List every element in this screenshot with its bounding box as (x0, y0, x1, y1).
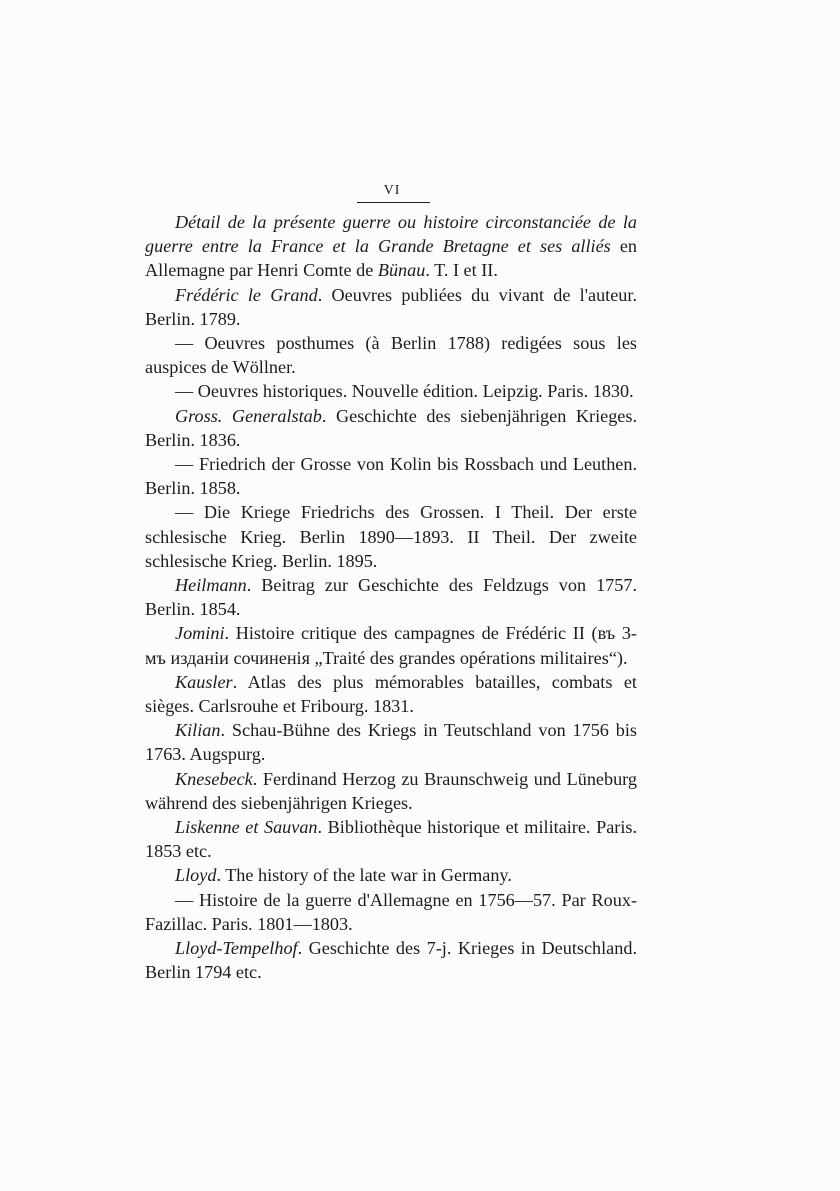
entry-author: Kilian (175, 720, 221, 741)
entry-author: Lloyd-Tempelhof (175, 938, 298, 959)
bibliography-entry (145, 815, 637, 863)
bibliography-entry (145, 331, 637, 379)
entry-author-2: Bünau (377, 260, 426, 281)
entry-text: . Ferdinand Herzog zu Braunschweig und Lüneburg während des siebenjährigen Krieges. (145, 768, 637, 813)
bibliography-entry (145, 404, 637, 452)
bibliography-list (145, 210, 637, 985)
entry-text: . Beitrag zur Geschichte des Feldzugs von 1757. Berlin. 1854. (145, 575, 637, 620)
bibliography-entry (145, 670, 637, 718)
bibliography-entry (145, 573, 637, 621)
entry-author: Lloyd (175, 865, 217, 886)
bibliography-entry (145, 621, 637, 669)
bibliography-entry (145, 936, 637, 984)
entry-text: . Geschichte des 7-j. Krieges in Deutschland. Berlin 1794 etc. (145, 938, 637, 983)
entry-text: . Atlas des plus mémorables batailles, combats et sièges. Carlsrouhe et Fribourg. 1831. (145, 671, 637, 717)
bibliography-entry (145, 500, 637, 573)
entry-text: — Die Kriege Friedrichs des Grossen. I Theil. Der erste schlesische Krieg. Berlin 1890—1893. II Theil. Der zweite schlesische Krieg. Berlin. 1895. (145, 502, 637, 571)
bibliography-entry (145, 283, 637, 331)
entry-text: — Oeuvres historiques. Nouvelle édition. Leipzig. Paris. 1830. (175, 381, 634, 402)
entry-text: . Schau-Bühne des Kriegs in Teutschland von 1756 bis 1763. Augspurg. (145, 720, 637, 765)
entry-author: Knesebeck (175, 768, 253, 789)
entry-author: Liskenne et Sauvan (175, 817, 318, 838)
entry-author: Jomini (175, 623, 225, 644)
entry-author: Gross. Generalstab (175, 405, 322, 426)
entry-text: . The history of the late war in Germany. (216, 865, 512, 886)
entry-text: . Histoire critique des campagnes de Frédéric II (въ 3-мъ изданіи сочиненія „Traité des grandes opérations militaires“). (145, 623, 637, 668)
page-number: VI (383, 183, 401, 198)
bibliography-entry (145, 379, 637, 403)
bibliography-entry (145, 888, 637, 936)
entry-text: . Bibliothèque historique et militaire. Paris. 1853 etc. (145, 817, 637, 862)
bibliography-entry (145, 210, 637, 283)
entry-author: Détail de la présente guerre ou histoire circonstanciée de la guerre entre la France et la Grande Bretagne et ses alliés (145, 212, 637, 257)
entry-text: . Geschichte des siebenjährigen Krieges. Berlin. 1836. (145, 405, 638, 450)
entry-text: en Allemagne par Henri Comte de (145, 236, 637, 281)
entry-author: Kausler (175, 671, 233, 692)
bibliography-entry (145, 718, 637, 766)
entry-text: . Oeuvres publiées du vivant de l'auteur. Berlin. 1789. (145, 284, 638, 329)
entry-text: — Histoire de la guerre d'Allemagne en 1756—57. Par Roux-Fazillac. Paris. 1801—1803. (145, 889, 637, 934)
entry-text-2: . T. I et II. (425, 260, 498, 281)
bibliography-entry (145, 767, 637, 815)
bibliography-entry (145, 452, 637, 500)
header-rule (357, 202, 430, 203)
entry-text: — Friedrich der Grosse von Kolin bis Rossbach und Leuthen. Berlin. 1858. (145, 454, 637, 499)
bibliography-entry (145, 863, 637, 887)
entry-text: — Oeuvres posthumes (à Berlin 1788) redigées sous les auspices de Wöllner. (145, 333, 637, 378)
entry-author: Heilmann (175, 575, 247, 596)
entry-author: Frédéric le Grand (175, 284, 318, 305)
